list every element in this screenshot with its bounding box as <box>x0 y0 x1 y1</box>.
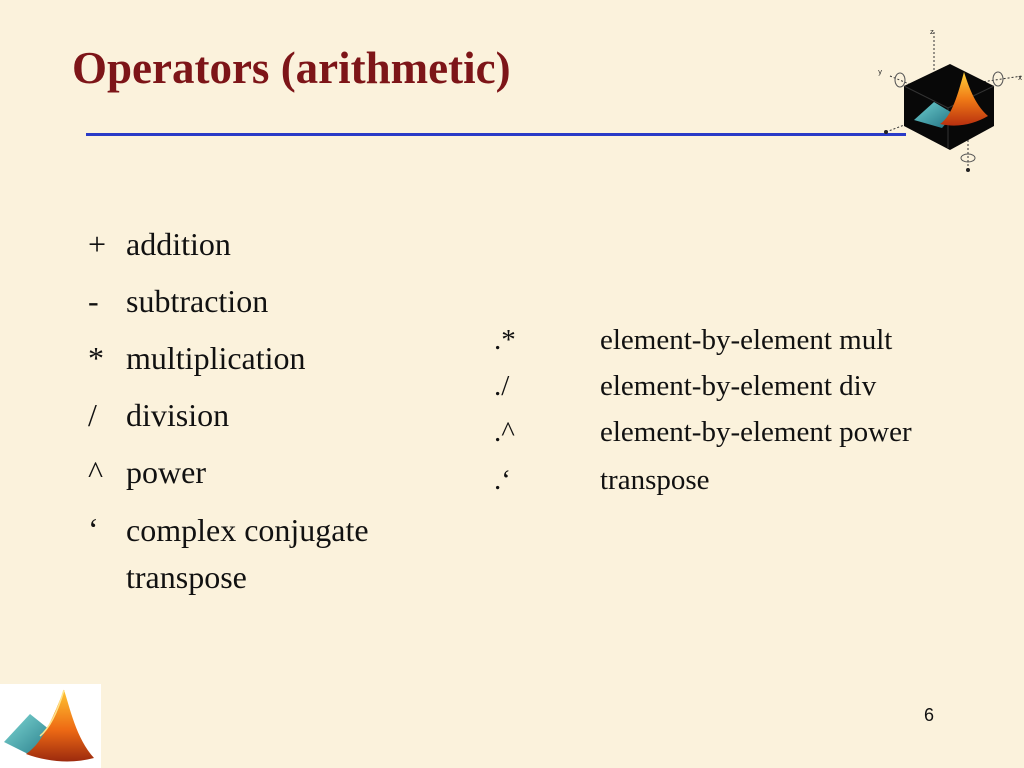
matlab-membrane-logo-icon <box>0 684 101 768</box>
list-item <box>494 460 912 506</box>
cube-axis-y: y <box>878 68 883 76</box>
operator-description: addition <box>126 226 231 262</box>
cube-axis-x: x <box>1018 74 1023 82</box>
elementwise-operators-list <box>494 320 912 506</box>
list-item <box>494 366 912 412</box>
operator-symbol: - <box>88 283 99 319</box>
operator-symbol: ^ <box>88 454 104 490</box>
operator-description: complex conjugate transpose <box>126 512 369 595</box>
list-item <box>88 279 456 324</box>
operator-description: element-by-element div <box>600 370 877 402</box>
list-item <box>88 450 456 495</box>
operator-symbol: + <box>88 226 107 262</box>
operator-symbol: .* <box>494 324 516 356</box>
matlab-cube-logo-icon <box>870 24 1024 174</box>
page-number: 6 <box>924 705 935 725</box>
operator-symbol: .‘ <box>494 464 511 496</box>
operator-description: element-by-element power <box>600 416 912 448</box>
list-item <box>494 320 912 366</box>
operator-symbol: / <box>88 397 97 433</box>
operator-symbol: ‘ <box>88 511 99 547</box>
list-item <box>88 336 456 381</box>
operator-symbol: .^ <box>494 416 515 448</box>
operator-description: power <box>126 454 206 490</box>
operator-description: multiplication <box>126 340 306 376</box>
list-item <box>88 222 456 267</box>
operator-symbol: * <box>88 340 104 376</box>
list-item <box>494 412 912 458</box>
slide-title: Operators (arithmetic) <box>72 43 511 93</box>
operator-description: transpose <box>600 464 710 496</box>
list-item <box>88 507 456 601</box>
arithmetic-operators-list <box>88 222 456 613</box>
operator-description: element-by-element mult <box>600 324 893 356</box>
operator-description: division <box>126 397 230 433</box>
list-item <box>88 393 456 438</box>
operator-description: subtraction <box>126 283 269 319</box>
cube-axis-z: z <box>930 28 934 36</box>
operator-symbol: ./ <box>494 370 510 402</box>
title-divider <box>86 133 906 136</box>
